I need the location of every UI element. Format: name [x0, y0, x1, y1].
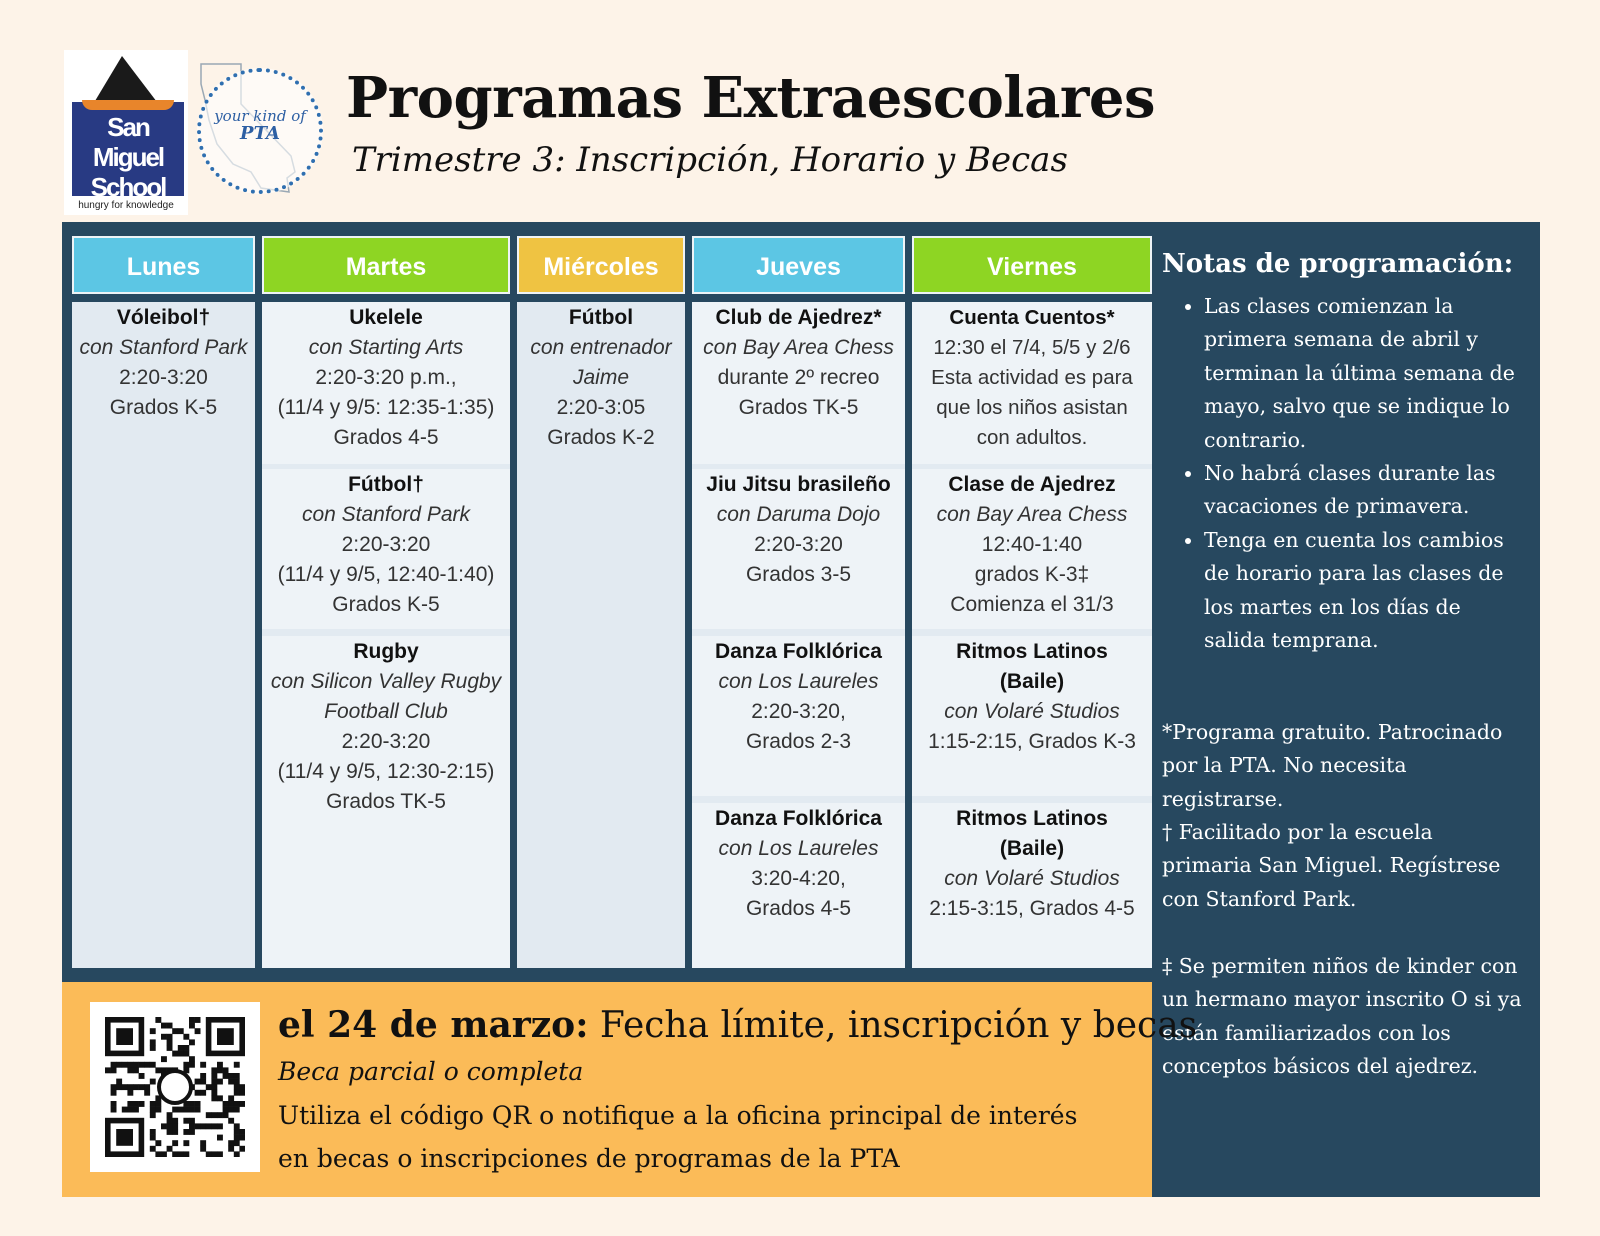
class-provider: con Silicon Valley Rugby Football Club: [270, 670, 502, 723]
class-provider: con Stanford Park: [79, 336, 248, 359]
class-card: [72, 302, 255, 968]
school-logo-name: San Miguel School: [90, 112, 166, 202]
class-detail: Grados 4-5: [333, 426, 439, 449]
deadline-body-line: en becas o inscripciones de programas de la PTA: [278, 1144, 900, 1173]
class-title: Danza Folklórica: [715, 807, 882, 830]
class-detail: Grados K-5: [332, 593, 440, 616]
day-header-miercoles: Miércoles: [517, 236, 685, 294]
class-detail: Grados 2-3: [745, 730, 852, 753]
class-provider: con Bay Area Chess: [703, 336, 894, 359]
class-detail: Grados TK-5: [738, 396, 859, 419]
class-card: [912, 803, 1152, 968]
class-card: [262, 636, 510, 968]
deadline-subtitle: Beca parcial o completa: [278, 1057, 584, 1086]
pta-logo-line1: your kind of: [214, 107, 306, 125]
class-title: Fútbol: [568, 306, 634, 329]
notes-list: [1162, 290, 1522, 657]
class-detail: 2:20-3:20: [341, 533, 431, 556]
class-provider: con Volaré Studios: [944, 700, 1120, 723]
class-detail: Grados K-5: [109, 396, 218, 419]
class-detail: durante 2º recreo: [717, 366, 880, 389]
day-header-martes: Martes: [262, 236, 510, 294]
class-card: [517, 302, 685, 968]
class-detail: 3:20-4:20,: [751, 867, 846, 890]
deadline-body-line: Utiliza el código QR o notifique a la oficina principal de interés: [278, 1101, 1078, 1130]
deadline-title: [278, 1000, 1197, 1051]
qr-code[interactable]: [90, 1002, 260, 1172]
school-logo: [64, 50, 188, 215]
note-item: • Las clases comienzan la primera semana de abril y terminan la última semana de mayo, salvo que se indique lo contrario.: [1204, 290, 1522, 457]
class-detail: 2:20-3:20: [754, 533, 843, 556]
page-subtitle: Trimestre 3: Inscripción, Horario y Becas: [352, 140, 1068, 180]
class-detail: Grados TK-5: [326, 790, 446, 813]
class-title: Cuenta Cuentos*: [949, 306, 1115, 329]
class-provider: con Los Laureles: [718, 837, 879, 860]
class-detail: que los niños asistan: [936, 396, 1128, 419]
pta-logo-line2: PTA: [240, 123, 280, 144]
footnote-free-program: *Programa gratuito. Patrocinado por la PTA. No necesita registrarse.: [1162, 720, 1503, 811]
class-card: [262, 469, 510, 629]
class-card: [262, 302, 510, 464]
class-provider: con Volaré Studios: [944, 867, 1120, 890]
class-provider: con Daruma Dojo: [716, 503, 881, 526]
class-provider: con entrenador Jaime: [530, 336, 672, 389]
class-detail: Grados 4-5: [745, 897, 852, 920]
class-title: Club de Ajedrez*: [715, 306, 882, 329]
note-item: • No habrá clases durante las vacaciones de primavera.: [1204, 457, 1522, 524]
class-title: Rugby: [353, 640, 419, 663]
class-detail: (11/4 y 9/5, 12:30-2:15): [277, 760, 495, 783]
class-detail: Esta actividad es para: [931, 366, 1133, 389]
scheduling-notes: [1162, 244, 1522, 657]
class-title: Fútbol†: [348, 473, 424, 496]
class-card: [912, 302, 1152, 464]
note-item: • Tenga en cuenta los cambios de horario para las clases de los martes en los días de salida temprana.: [1204, 524, 1522, 658]
class-title: Danza Folklórica: [715, 640, 882, 663]
class-title: Ritmos Latinos (Baile): [956, 807, 1108, 860]
class-provider: con Bay Area Chess: [936, 503, 1128, 526]
class-detail: 2:20-3:20,: [751, 700, 846, 723]
class-detail: Grados 3-5: [745, 563, 852, 586]
class-detail: Comienza el 31/3: [950, 593, 1114, 616]
class-title: Jiu Jitsu brasileño: [706, 473, 891, 496]
class-detail: 12:40-1:40: [981, 533, 1083, 556]
class-detail: (11/4 y 9/5, 12:40-1:40): [277, 563, 495, 586]
qr-code-icon: [105, 1017, 245, 1157]
class-detail: Grados K-2: [547, 426, 655, 449]
class-card: [912, 636, 1152, 796]
class-detail: grados K-3‡: [974, 563, 1090, 586]
class-detail: con adultos.: [976, 426, 1088, 449]
footnote-double-dagger: ‡ Se permiten niños de kinder con un hermano mayor inscrito O si ya están familiarizados con los conceptos básicos del ajedrez.: [1162, 954, 1522, 1079]
class-detail: 2:20-3:20: [341, 730, 431, 753]
class-card: [692, 636, 905, 796]
deadline-body: [278, 1094, 1098, 1180]
class-detail: 1:15-2:15, Grados K-3: [928, 730, 1136, 753]
class-detail: 2:20-3:20 p.m.,: [315, 366, 457, 389]
class-provider: con Stanford Park: [301, 503, 471, 526]
class-provider: con Los Laureles: [718, 670, 879, 693]
school-logo-tagline: hungry for knowledge: [78, 200, 174, 211]
day-header-jueves: Jueves: [692, 236, 905, 294]
class-detail: 2:15-3:15, Grados 4-5: [929, 897, 1135, 920]
class-title: Ukelele: [349, 306, 423, 329]
pta-logo: [195, 60, 325, 200]
class-title: Clase de Ajedrez: [948, 473, 1116, 496]
day-header-lunes: Lunes: [72, 236, 255, 294]
class-provider: con Starting Arts: [308, 336, 464, 359]
page-title: Programas Extraescolares: [346, 65, 1156, 131]
day-header-viernes: Viernes: [912, 236, 1152, 294]
class-detail: 2:20-3:20: [119, 366, 208, 389]
shark-fin-icon: [92, 56, 160, 106]
notes-heading: Notas de programación:: [1162, 249, 1514, 279]
class-detail: 12:30 el 7/4, 5/5 y 2/6: [933, 336, 1131, 359]
class-card: [692, 302, 905, 464]
class-card: [692, 469, 905, 629]
class-title: Ritmos Latinos (Baile): [956, 640, 1108, 693]
class-card: [692, 803, 905, 968]
class-card: [912, 469, 1152, 629]
deadline-title-text: Fecha límite, inscripción y becas: [588, 1005, 1198, 1046]
class-detail: (11/4 y 9/5: 12:35-1:35): [277, 396, 495, 419]
class-detail: 2:20-3:05: [556, 396, 646, 419]
class-title: Vóleibol†: [116, 306, 211, 329]
deadline-date: el 24 de marzo:: [278, 1004, 589, 1046]
footnote-dagger: † Facilitado por la escuela primaria San Miguel. Regístrese con Stanford Park.: [1162, 820, 1501, 911]
